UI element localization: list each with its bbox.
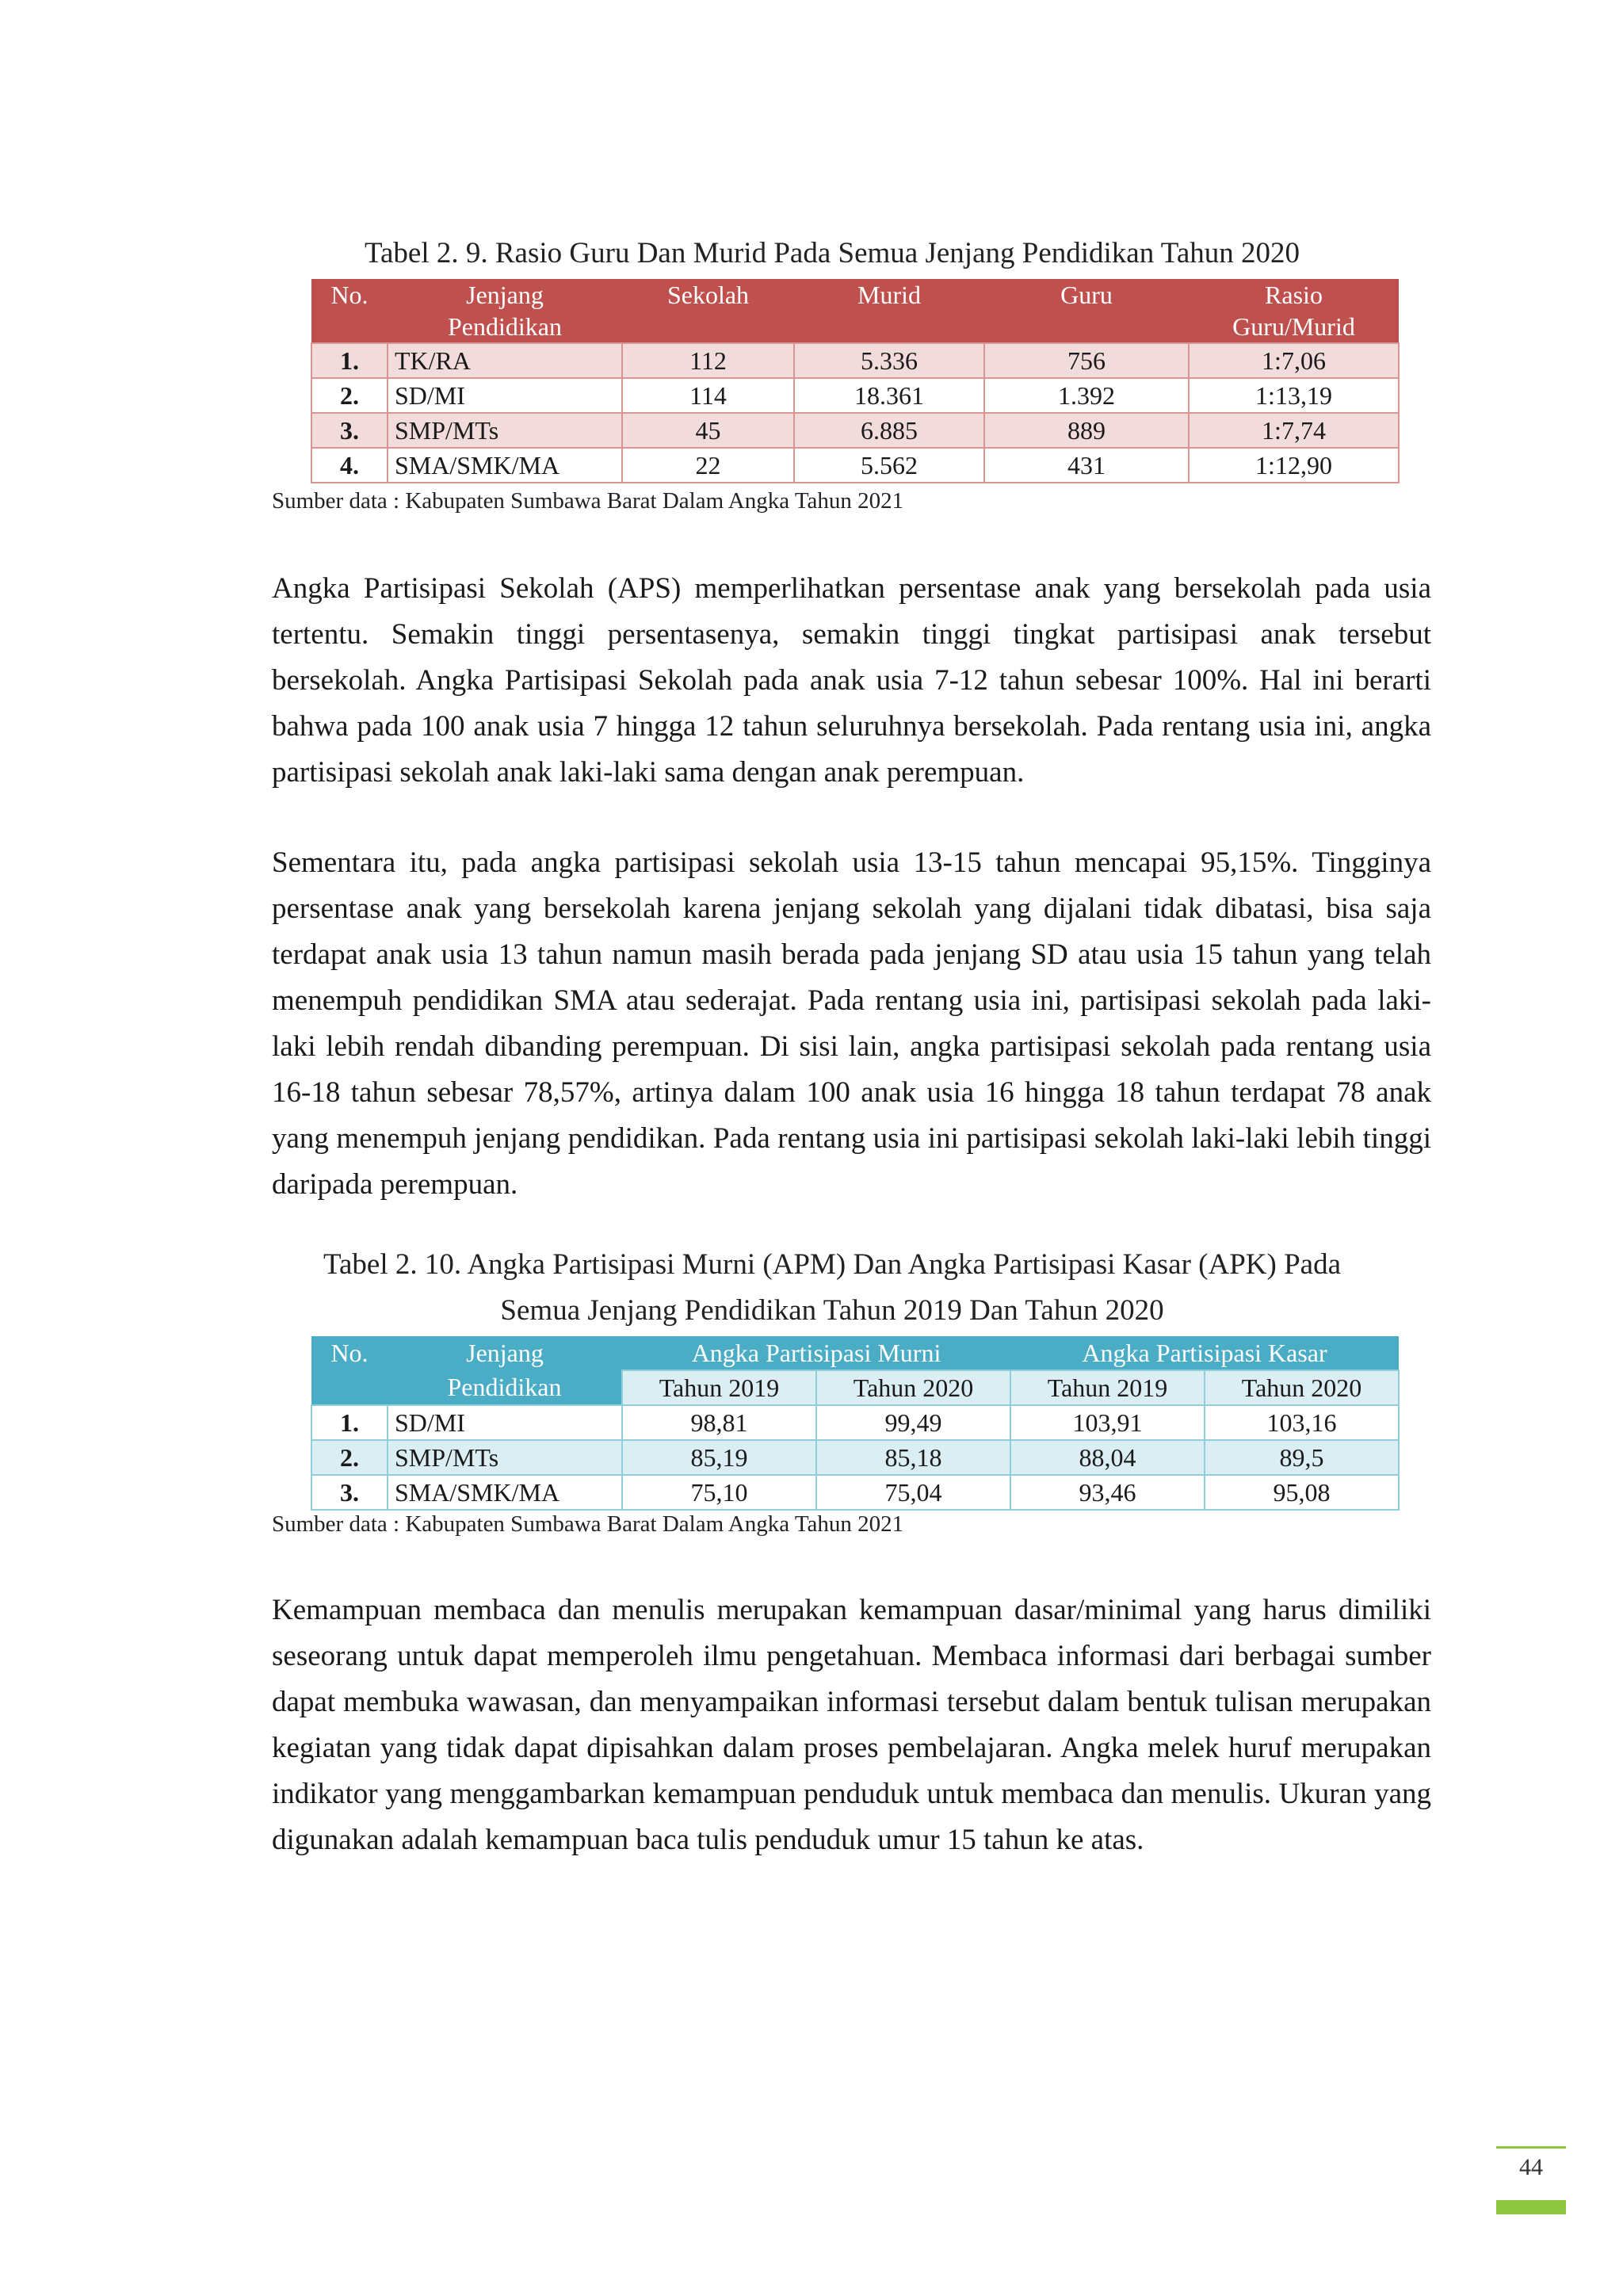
cell-sekolah: 22 (622, 448, 794, 483)
cell-murid: 5.562 (794, 448, 984, 483)
table-row (311, 1405, 1399, 1440)
table-2-10-caption-line1: Tabel 2. 10. Angka Partisipasi Murni (APM) Dan Angka Partisipasi Kasar (APK) Pada (323, 1248, 1341, 1281)
cell-apm-2020: 85,18 (816, 1440, 1010, 1475)
cell-apm-2019: 85,19 (622, 1440, 816, 1475)
cell-sekolah: 114 (622, 378, 794, 413)
table-2-9-caption: Tabel 2. 9. Rasio Guru Dan Murid Pada Semua Jenjang Pendidikan Tahun 2020 (364, 237, 1300, 269)
cell-apk-2020: 89,5 (1205, 1440, 1399, 1475)
cell-apm-2019: 98,81 (622, 1405, 816, 1440)
cell-apm-2020: 75,04 (816, 1475, 1010, 1510)
header-apk-2019: Tahun 2019 (1010, 1370, 1205, 1405)
cell-no: 4. (311, 448, 388, 483)
cell-jenjang: SMA/SMK/MA (388, 448, 622, 483)
cell-sekolah: 45 (622, 413, 794, 448)
header-apm-2019: Tahun 2019 (622, 1370, 816, 1405)
header-jenjang-line1: Jenjang (466, 281, 544, 309)
header-guru: Guru (984, 279, 1189, 343)
paragraph-aps: Angka Partisipasi Sekolah (APS) memperlihatkan persentase anak yang bersekolah pada usia tertentu. Semakin tinggi persentasenya, semakin tinggi tingkat partisipasi anak tersebut bersekolah. Angka Partisipasi Sekolah pada anak usia 7-12 tahun sebesar 100%. Hal ini berarti bahwa pada 100 anak usia 7 hingga 12 tahun seluruhnya bersekolah. Pada rentang usia ini, angka partisipasi sekolah anak laki-laki sama dengan anak perempuan. (272, 572, 1431, 789)
table-row (311, 378, 1399, 413)
cell-no: 1. (311, 343, 388, 378)
cell-murid: 18.361 (794, 378, 984, 413)
paragraph-literacy: Kemampuan membaca dan menulis merupakan kemampuan dasar/minimal yang harus dimiliki seseorang untuk dapat memperoleh ilmu pengetahuan. Membaca informasi dari berbagai sumber dapat membuka wawasan, dan menyampaikan informasi tersebut dalam bentuk tulisan merupakan kegiatan yang tidak dapat dipisahkan dalam proses pembelajaran. Angka melek huruf merupakan indikator yang menggambarkan kemampuan penduduk untuk membaca dan menulis. Ukuran yang digunakan adalah kemampuan baca tulis penduduk umur 15 tahun ke atas. (272, 1594, 1431, 1856)
page-number-rule-top (1496, 2146, 1566, 2149)
table-2-9-source: Sumber data : Kabupaten Sumbawa Barat Dalam Angka Tahun 2021 (272, 488, 904, 514)
cell-rasio: 1:7,06 (1189, 343, 1399, 378)
cell-jenjang: SD/MI (388, 378, 622, 413)
cell-apk-2019: 103,91 (1010, 1405, 1205, 1440)
cell-rasio: 1:7,74 (1189, 413, 1399, 448)
header-jenjang (388, 279, 622, 343)
table-row (311, 448, 1399, 483)
cell-murid: 5.336 (794, 343, 984, 378)
cell-no: 3. (311, 1475, 388, 1510)
cell-sekolah: 112 (622, 343, 794, 378)
cell-no: 2. (311, 378, 388, 413)
page-number-rule-bottom (1496, 2200, 1566, 2214)
paragraph-aps-13-18: Sementara itu, pada angka partisipasi sekolah usia 13-15 tahun mencapai 95,15%. Tingginya persentase anak yang bersekolah karena jenjang sekolah yang dijalani tidak dibatasi, bisa saja terdapat anak usia 13 tahun namun masih berada pada jenjang SD atau usia 15 tahun yang telah menempuh pendidikan SMA atau sederajat. Pada rentang usia ini, partisipasi sekolah pada laki-laki lebih rendah dibanding perempuan. Di sisi lain, angka partisipasi sekolah pada rentang usia 16-18 tahun sebesar 78,57%, artinya dalam 100 anak usia 16 hingga 18 tahun terdapat 78 anak yang menempuh jenjang pendidikan. Pada rentang usia ini partisipasi sekolah laki-laki lebih tinggi daripada perempuan. (272, 846, 1431, 1201)
header-no: No. (311, 279, 388, 343)
header-murid: Murid (794, 279, 984, 343)
header-jenjang-line2: Pendidikan (448, 312, 562, 341)
header-no-blank (311, 1370, 388, 1405)
table-row (311, 1475, 1399, 1510)
cell-guru: 1.392 (984, 378, 1189, 413)
cell-no: 2. (311, 1440, 388, 1475)
cell-apm-2020: 99,49 (816, 1405, 1010, 1440)
cell-guru: 889 (984, 413, 1189, 448)
header-apk-2020: Tahun 2020 (1205, 1370, 1399, 1405)
cell-apm-2019: 75,10 (622, 1475, 816, 1510)
table-header-row (311, 279, 1399, 343)
table-subheader-row (311, 1370, 1399, 1405)
header-jenjang-line2: Pendidikan (388, 1370, 622, 1405)
cell-jenjang: SMP/MTs (388, 1440, 622, 1475)
cell-murid: 6.885 (794, 413, 984, 448)
cell-jenjang: SD/MI (388, 1405, 622, 1440)
cell-jenjang: TK/RA (388, 343, 622, 378)
table-row (311, 1440, 1399, 1475)
table-header-row (311, 1336, 1399, 1370)
cell-jenjang: SMP/MTs (388, 413, 622, 448)
header-apm-2020: Tahun 2020 (816, 1370, 1010, 1405)
cell-apk-2020: 103,16 (1205, 1405, 1399, 1440)
cell-apk-2019: 88,04 (1010, 1440, 1205, 1475)
cell-rasio: 1:12,90 (1189, 448, 1399, 483)
cell-jenjang: SMA/SMK/MA (388, 1475, 622, 1510)
header-rasio-line1: Rasio (1265, 281, 1323, 309)
cell-apk-2019: 93,46 (1010, 1475, 1205, 1510)
table-row (311, 343, 1399, 378)
cell-guru: 756 (984, 343, 1189, 378)
header-rasio (1189, 279, 1399, 343)
table-2-10-source: Sumber data : Kabupaten Sumbawa Barat Dalam Angka Tahun 2021 (272, 1511, 904, 1537)
header-sekolah: Sekolah (622, 279, 794, 343)
table-2-10-caption-line2: Semua Jenjang Pendidikan Tahun 2019 Dan Tahun 2020 (500, 1294, 1164, 1327)
header-jenjang-line1: Jenjang (388, 1336, 622, 1370)
page-number: 44 (1519, 2154, 1543, 2180)
header-no: No. (311, 1336, 388, 1370)
cell-guru: 431 (984, 448, 1189, 483)
table-2-10 (311, 1336, 1400, 1511)
header-apk: Angka Partisipasi Kasar (1010, 1336, 1399, 1370)
table-2-9 (311, 279, 1400, 483)
cell-apk-2020: 95,08 (1205, 1475, 1399, 1510)
cell-no: 1. (311, 1405, 388, 1440)
table-row (311, 413, 1399, 448)
header-rasio-line2: Guru/Murid (1232, 312, 1355, 341)
cell-no: 3. (311, 413, 388, 448)
cell-rasio: 1:13,19 (1189, 378, 1399, 413)
header-apm: Angka Partisipasi Murni (622, 1336, 1010, 1370)
